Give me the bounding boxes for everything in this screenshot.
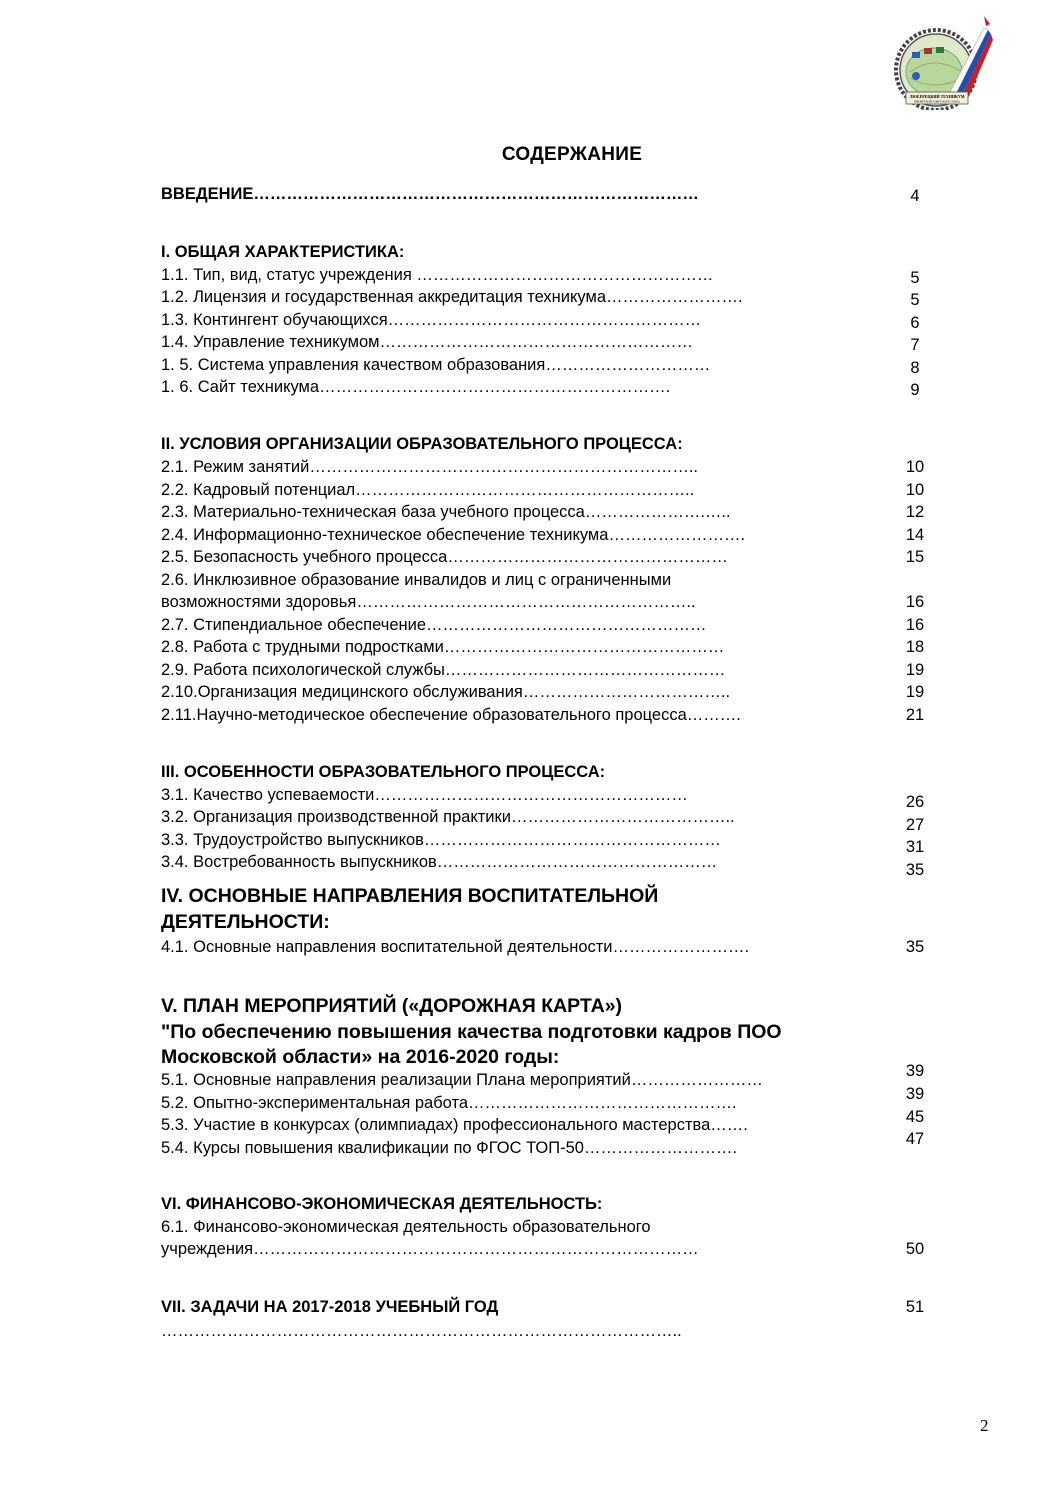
page-number: 26 bbox=[905, 793, 925, 811]
page-number: 35 bbox=[905, 861, 925, 879]
page-number: 47 bbox=[905, 1130, 925, 1148]
section-heading-5-sub: "По обеспечению повышения качества подготовки кадров ПОО bbox=[161, 1021, 782, 1043]
toc-entry: 2.5. Безопасность учебного процесса…………………………………………… bbox=[161, 548, 728, 566]
toc-entry: 3.2. Организация производственной практики………………………………….. bbox=[161, 808, 735, 826]
page-number: 27 bbox=[905, 816, 925, 834]
page-number: 5 bbox=[910, 291, 920, 309]
page-number: 31 bbox=[905, 838, 925, 856]
page-number: 5 bbox=[910, 269, 920, 287]
toc-entry: 1. 6. Сайт техникума………………………………………………………. bbox=[161, 378, 671, 396]
toc-entry: 3.4. Востребованность выпускников…………………………………………… bbox=[161, 853, 718, 871]
toc-entry: 2.1. Режим занятий…………………………………………………………….. bbox=[161, 458, 699, 476]
toc-entry: 3.1. Качество успеваемости………………………………………………… bbox=[161, 786, 688, 804]
page-number: 14 bbox=[905, 526, 925, 544]
section-heading-1: I. ОБЩАЯ ХАРАКТЕРИСТИКА: bbox=[161, 243, 405, 261]
toc-entry: 3.3. Трудоустройство выпускников……………………………………………… bbox=[161, 831, 721, 849]
page-number: 10 bbox=[905, 481, 925, 499]
footer-page-number: 2 bbox=[980, 1416, 989, 1435]
page-number: 35 bbox=[905, 938, 925, 956]
section-heading-5: V. ПЛАН МЕРОПРИЯТИЙ («ДОРОЖНАЯ КАРТА») bbox=[161, 995, 623, 1017]
toc-entry: 2.2. Кадровый потенциал…………………………………………………….. bbox=[161, 481, 695, 499]
toc-entry: 4.1. Основные направления воспитательной деятельности……………………. bbox=[161, 938, 750, 956]
section-heading-2: II. УСЛОВИЯ ОРГАНИЗАЦИИ ОБРАЗОВАТЕЛЬНОГО ПРОЦЕССА: bbox=[161, 435, 683, 453]
toc-entry: 2.9. Работа психологической службы…………………………………………… bbox=[161, 661, 726, 679]
page-number: 12 bbox=[905, 503, 925, 521]
section-heading-4-cont: ДЕЯТЕЛЬНОСТИ: bbox=[161, 911, 330, 933]
page-number: 39 bbox=[905, 1062, 925, 1080]
svg-text:ЛЮБЕРЕЦКИЙ ТЕХНИКУМ: ЛЮБЕРЕЦКИЙ ТЕХНИКУМ bbox=[909, 94, 965, 99]
page-number: 21 bbox=[905, 706, 925, 724]
svg-text:ИМЕНИ ГЕРОЯ СОВЕТСКОГО СОЮЗА: ИМЕНИ ГЕРОЯ СОВЕТСКОГО СОЮЗА bbox=[914, 100, 960, 104]
toc-entry: 1.3. Контингент обучающихся………………………………………………… bbox=[161, 311, 702, 329]
toc-entry: 2.7. Стипендиальное обеспечение…………………………………………… bbox=[161, 616, 707, 634]
toc-entry: 5.2. Опытно-экспериментальная работа…………………………………………. bbox=[161, 1094, 737, 1112]
section-heading-7: VII. ЗАДАЧИ НА 2017-2018 УЧЕБНЫЙ ГОД bbox=[161, 1298, 499, 1316]
toc-entry: 5.1. Основные направления реализации Плана мероприятий…………………… bbox=[161, 1071, 763, 1089]
page-number: 4 bbox=[910, 187, 920, 205]
page-number: 15 bbox=[905, 548, 925, 566]
page-number: 39 bbox=[905, 1085, 925, 1103]
page-number: 8 bbox=[910, 359, 920, 377]
toc-entry: 1. 5. Система управления качеством образования………………………… bbox=[161, 356, 711, 374]
page-number: 19 bbox=[905, 683, 925, 701]
section-heading-5-sub: Московской области» на 2016-2020 годы: bbox=[161, 1046, 560, 1068]
page-number: 7 bbox=[910, 336, 920, 354]
page-number: 6 bbox=[910, 314, 920, 332]
toc-entry: возможностями здоровья…………………………………………………….. bbox=[161, 593, 696, 611]
page-number: 9 bbox=[910, 381, 920, 399]
toc-leader: ………………………………………………………………………………….. bbox=[161, 1322, 682, 1340]
toc-entry: 2.3. Материально-техническая база учебного процесса………………….….. bbox=[161, 503, 731, 521]
toc-entry: 1.2. Лицензия и государственная аккредитация техникума……………………. bbox=[161, 288, 743, 306]
page-number: 16 bbox=[905, 616, 925, 634]
page-title: СОДЕРЖАНИЕ bbox=[501, 144, 643, 165]
toc-entry: 6.1. Финансово-экономическая деятельность образовательного bbox=[161, 1218, 651, 1236]
toc-entry: учреждения……………………………………………………………………… bbox=[161, 1240, 699, 1258]
toc-entry: 1.4. Управление техникумом………………………………………………… bbox=[161, 333, 694, 351]
toc-entry: 2.6. Инклюзивное образование инвалидов и лиц с ограниченными bbox=[161, 571, 672, 589]
page-number: 45 bbox=[905, 1108, 925, 1126]
page-number: 19 bbox=[905, 661, 925, 679]
toc-entry: 5.4. Курсы повышения квалификации по ФГОС ТОП-50………………………. bbox=[161, 1139, 738, 1157]
page-number: 18 bbox=[905, 638, 925, 656]
toc-entry: 2.11.Научно-методическое обеспечение образовательного процесса………. bbox=[161, 706, 741, 724]
page-number: 16 bbox=[905, 593, 925, 611]
page-number: 50 bbox=[905, 1240, 925, 1258]
section-heading-4: IV. ОСНОВНЫЕ НАПРАВЛЕНИЯ ВОСПИТАТЕЛЬНОЙ bbox=[161, 885, 659, 907]
toc-entry: 2.8. Работа с трудными подростками…………………………………………… bbox=[161, 638, 725, 656]
technikum-logo bbox=[880, 14, 996, 110]
toc-entry: 2.10.Организация медицинского обслуживания……………………………….. bbox=[161, 683, 731, 701]
section-heading-6: VI. ФИНАНСОВО-ЭКОНОМИЧЕСКАЯ ДЕЯТЕЛЬНОСТЬ: bbox=[161, 1195, 603, 1213]
section-heading-3: III. ОСОБЕННОСТИ ОБРАЗОВАТЕЛЬНОГО ПРОЦЕССА: bbox=[161, 763, 606, 781]
page-number: 10 bbox=[905, 458, 925, 476]
toc-entry: 1.1. Тип, вид, статус учреждения ……………………………………………… bbox=[161, 266, 714, 284]
toc-intro: ВВЕДЕНИЕ……………………………………………………………………… bbox=[161, 185, 699, 203]
toc-entry: 2.4. Информационно-техническое обеспечение техникума……………………. bbox=[161, 526, 746, 544]
page-number: 51 bbox=[905, 1298, 925, 1316]
toc-entry: 5.3. Участие в конкурсах (олимпиадах) профессионального мастерства……. bbox=[161, 1116, 748, 1134]
